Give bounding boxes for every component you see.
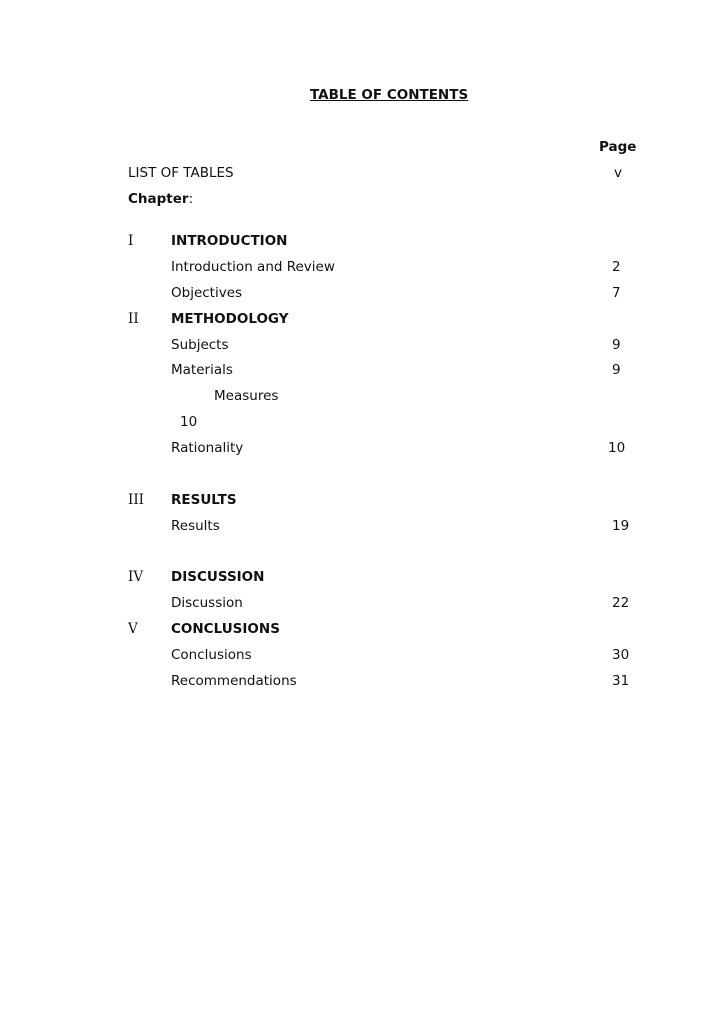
toc-entry-label: Materials [171,362,233,378]
toc-entry-page: 7 [612,285,621,301]
toc-entry-label: Introduction and Review [171,259,335,275]
toc-entry-page: 22 [612,595,630,611]
chapter-title: INTRODUCTION [171,233,288,249]
toc-entry-label: Subjects [171,337,229,353]
toc-entry-label: Conclusions [171,647,252,663]
toc-entry-page: 10 [180,414,198,430]
chapter-title: DISCUSSION [171,569,265,585]
chapter-numeral: V [128,621,138,637]
toc-entry-label: Rationality [171,440,244,456]
list-of-tables-page: v [614,165,622,181]
chapter-numeral: I [128,233,134,249]
toc-entry-page: 19 [612,518,630,534]
toc-entry-label: Objectives [171,285,243,301]
toc-entry-page: 30 [612,647,630,663]
page-title: TABLE OF CONTENTS [310,87,469,103]
toc-entry-label: Results [171,518,220,534]
page-column-header: Page [599,139,637,155]
chapter-numeral: III [128,492,144,508]
chapter-title: CONCLUSIONS [171,621,280,637]
toc-entry-label: Discussion [171,595,243,611]
chapter-title: RESULTS [171,492,237,508]
toc-entry-label: Measures [214,388,279,404]
toc-entry-page: 9 [612,362,621,378]
toc-entry-page: 10 [608,440,626,456]
chapter-title: METHODOLOGY [171,311,289,327]
chapter-numeral: IV [128,569,144,585]
chapter-label-colon: : [188,191,194,207]
toc-entry-label: Recommendations [171,673,297,689]
chapter-heading [128,191,193,207]
chapter-numeral: II [128,311,139,327]
toc-entry-page: 9 [612,337,621,353]
chapter-label: Chapter [128,191,189,207]
toc-entry-page: 31 [612,673,630,689]
list-of-tables-label: LIST OF TABLES [128,165,234,181]
toc-entry-page: 2 [612,259,621,275]
